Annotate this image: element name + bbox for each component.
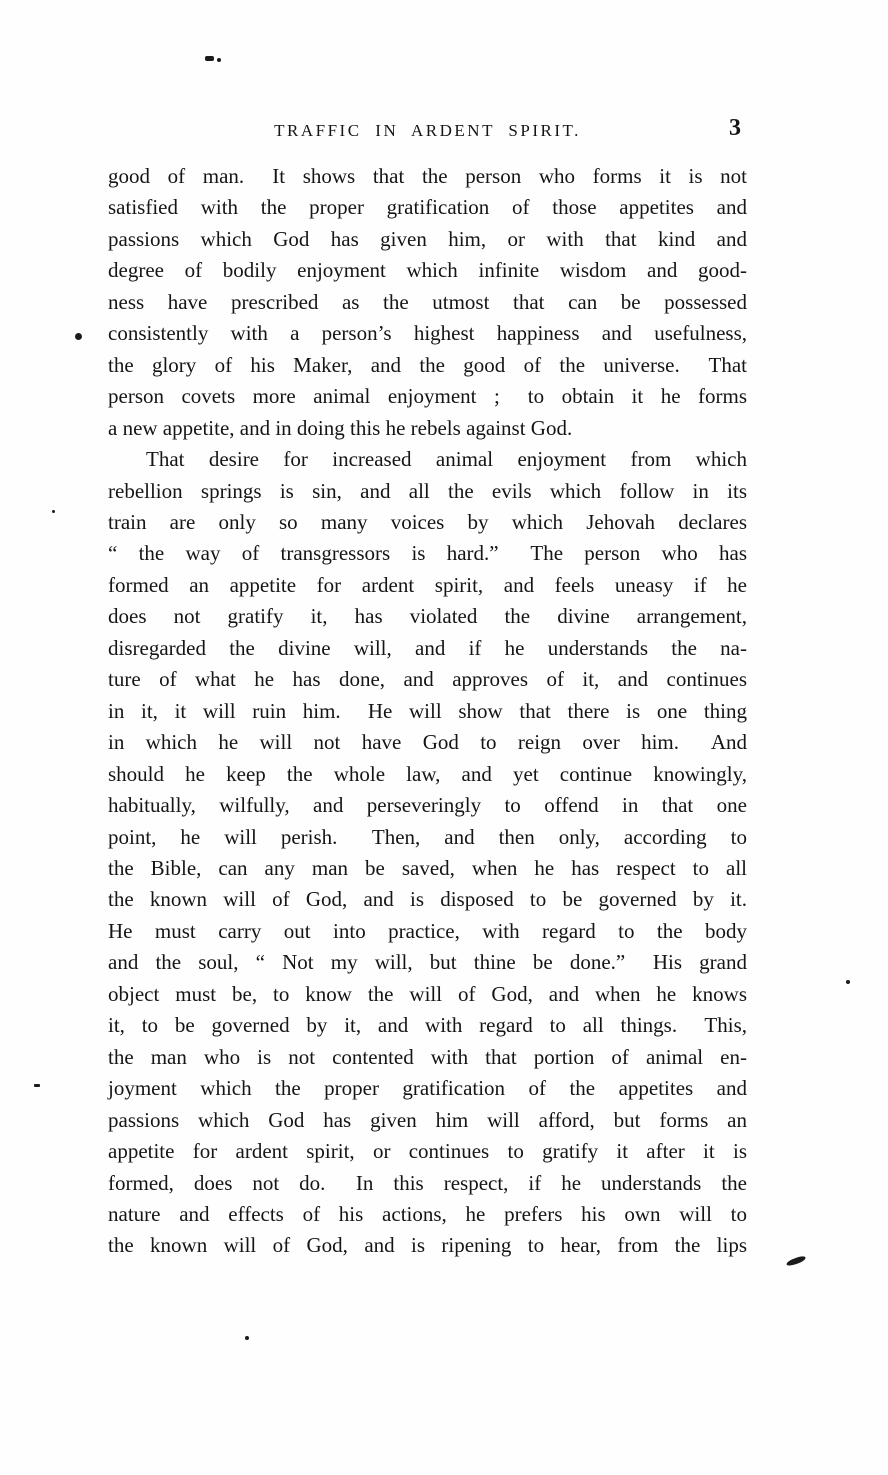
text-line: in which he will not have God to reign over him. And — [108, 730, 747, 755]
ink-speck — [846, 980, 850, 984]
running-header: TRAFFIC IN ARDENT SPIRIT. — [274, 121, 581, 140]
text-line: passions which God has given him, or with that kind and — [108, 226, 747, 251]
text-line: “ the way of transgressors is hard.” The person who has — [108, 541, 747, 566]
text-line: ture of what he has done, and approves of it, and continues — [108, 667, 747, 692]
ink-speck — [52, 510, 55, 513]
text-line: should he keep the whole law, and yet continue knowingly, — [108, 761, 747, 786]
ink-stroke — [786, 1255, 807, 1267]
text-line: a new appetite, and in doing this he rebels against God. — [108, 415, 573, 440]
text-line: it, to be governed by it, and with regard to all things. This, — [108, 1013, 747, 1038]
text-line: the Bible, can any man be saved, when he has respect to all — [108, 855, 747, 880]
text-line: good of man. It shows that the person who forms it is not — [108, 164, 747, 188]
ink-speck — [217, 58, 221, 62]
text-line: the man who is not contented with that portion of animal en- — [108, 1044, 747, 1069]
page-body — [108, 161, 747, 1262]
page-number: 3 — [729, 115, 741, 141]
text-line: passions which God has given him will afford, but forms an — [108, 1107, 747, 1132]
text-line: the glory of his Maker, and the good of the universe. That — [108, 352, 747, 377]
text-line: rebellion springs is sin, and all the evils which follow in its — [108, 478, 747, 503]
ink-speck — [34, 1084, 40, 1087]
ink-speck — [205, 56, 214, 61]
text-line: formed an appetite for ardent spirit, and feels uneasy if he — [108, 572, 747, 597]
text-line: nature and effects of his actions, he prefers his own will to — [108, 1201, 747, 1226]
text-line: habitually, wilfully, and perseveringly to offend in that one — [108, 793, 747, 818]
text-line: does not gratify it, has violated the divine arrangement, — [108, 604, 747, 629]
paragraph-1 — [108, 161, 747, 444]
text-line: degree of bodily enjoyment which infinite wisdom and good- — [108, 258, 747, 283]
text-line: ness have prescribed as the utmost that can be possessed — [108, 289, 747, 314]
text-line: in it, it will ruin him. He will show that there is one thing — [108, 698, 747, 723]
text-line: and the soul, “ Not my will, but thine be done.” His grand — [108, 950, 747, 975]
text-line: joyment which the proper gratification of the appetites and — [108, 1076, 747, 1101]
text-line: the known will of God, and is ripening to hear, from the lips — [108, 1233, 747, 1258]
text-line: person covets more animal enjoyment ; to obtain it he forms — [108, 384, 747, 409]
text-line: satisfied with the proper gratification of those appetites and — [108, 195, 747, 220]
ink-speck — [245, 1336, 249, 1340]
text-line: object must be, to know the will of God, and when he knows — [108, 981, 747, 1006]
margin-bullet — [75, 333, 82, 340]
text-line: appetite for ardent spirit, or continues to gratify it after it is — [108, 1139, 747, 1164]
paragraph-2 — [108, 444, 747, 1262]
text-line: formed, does not do. In this respect, if he understands the — [108, 1170, 747, 1195]
text-line: consistently with a person’s highest happiness and usefulness, — [108, 321, 747, 346]
text-line: the known will of God, and is disposed to be governed by it. — [108, 887, 747, 912]
text-line: train are only so many voices by which Jehovah declares — [108, 509, 747, 534]
text-line: That desire for increased animal enjoyment from which — [146, 447, 747, 472]
text-line: disregarded the divine will, and if he understands the na- — [108, 635, 747, 660]
text-line: point, he will perish. Then, and then only, according to — [108, 824, 747, 849]
text-line: He must carry out into practice, with regard to the body — [108, 918, 747, 943]
